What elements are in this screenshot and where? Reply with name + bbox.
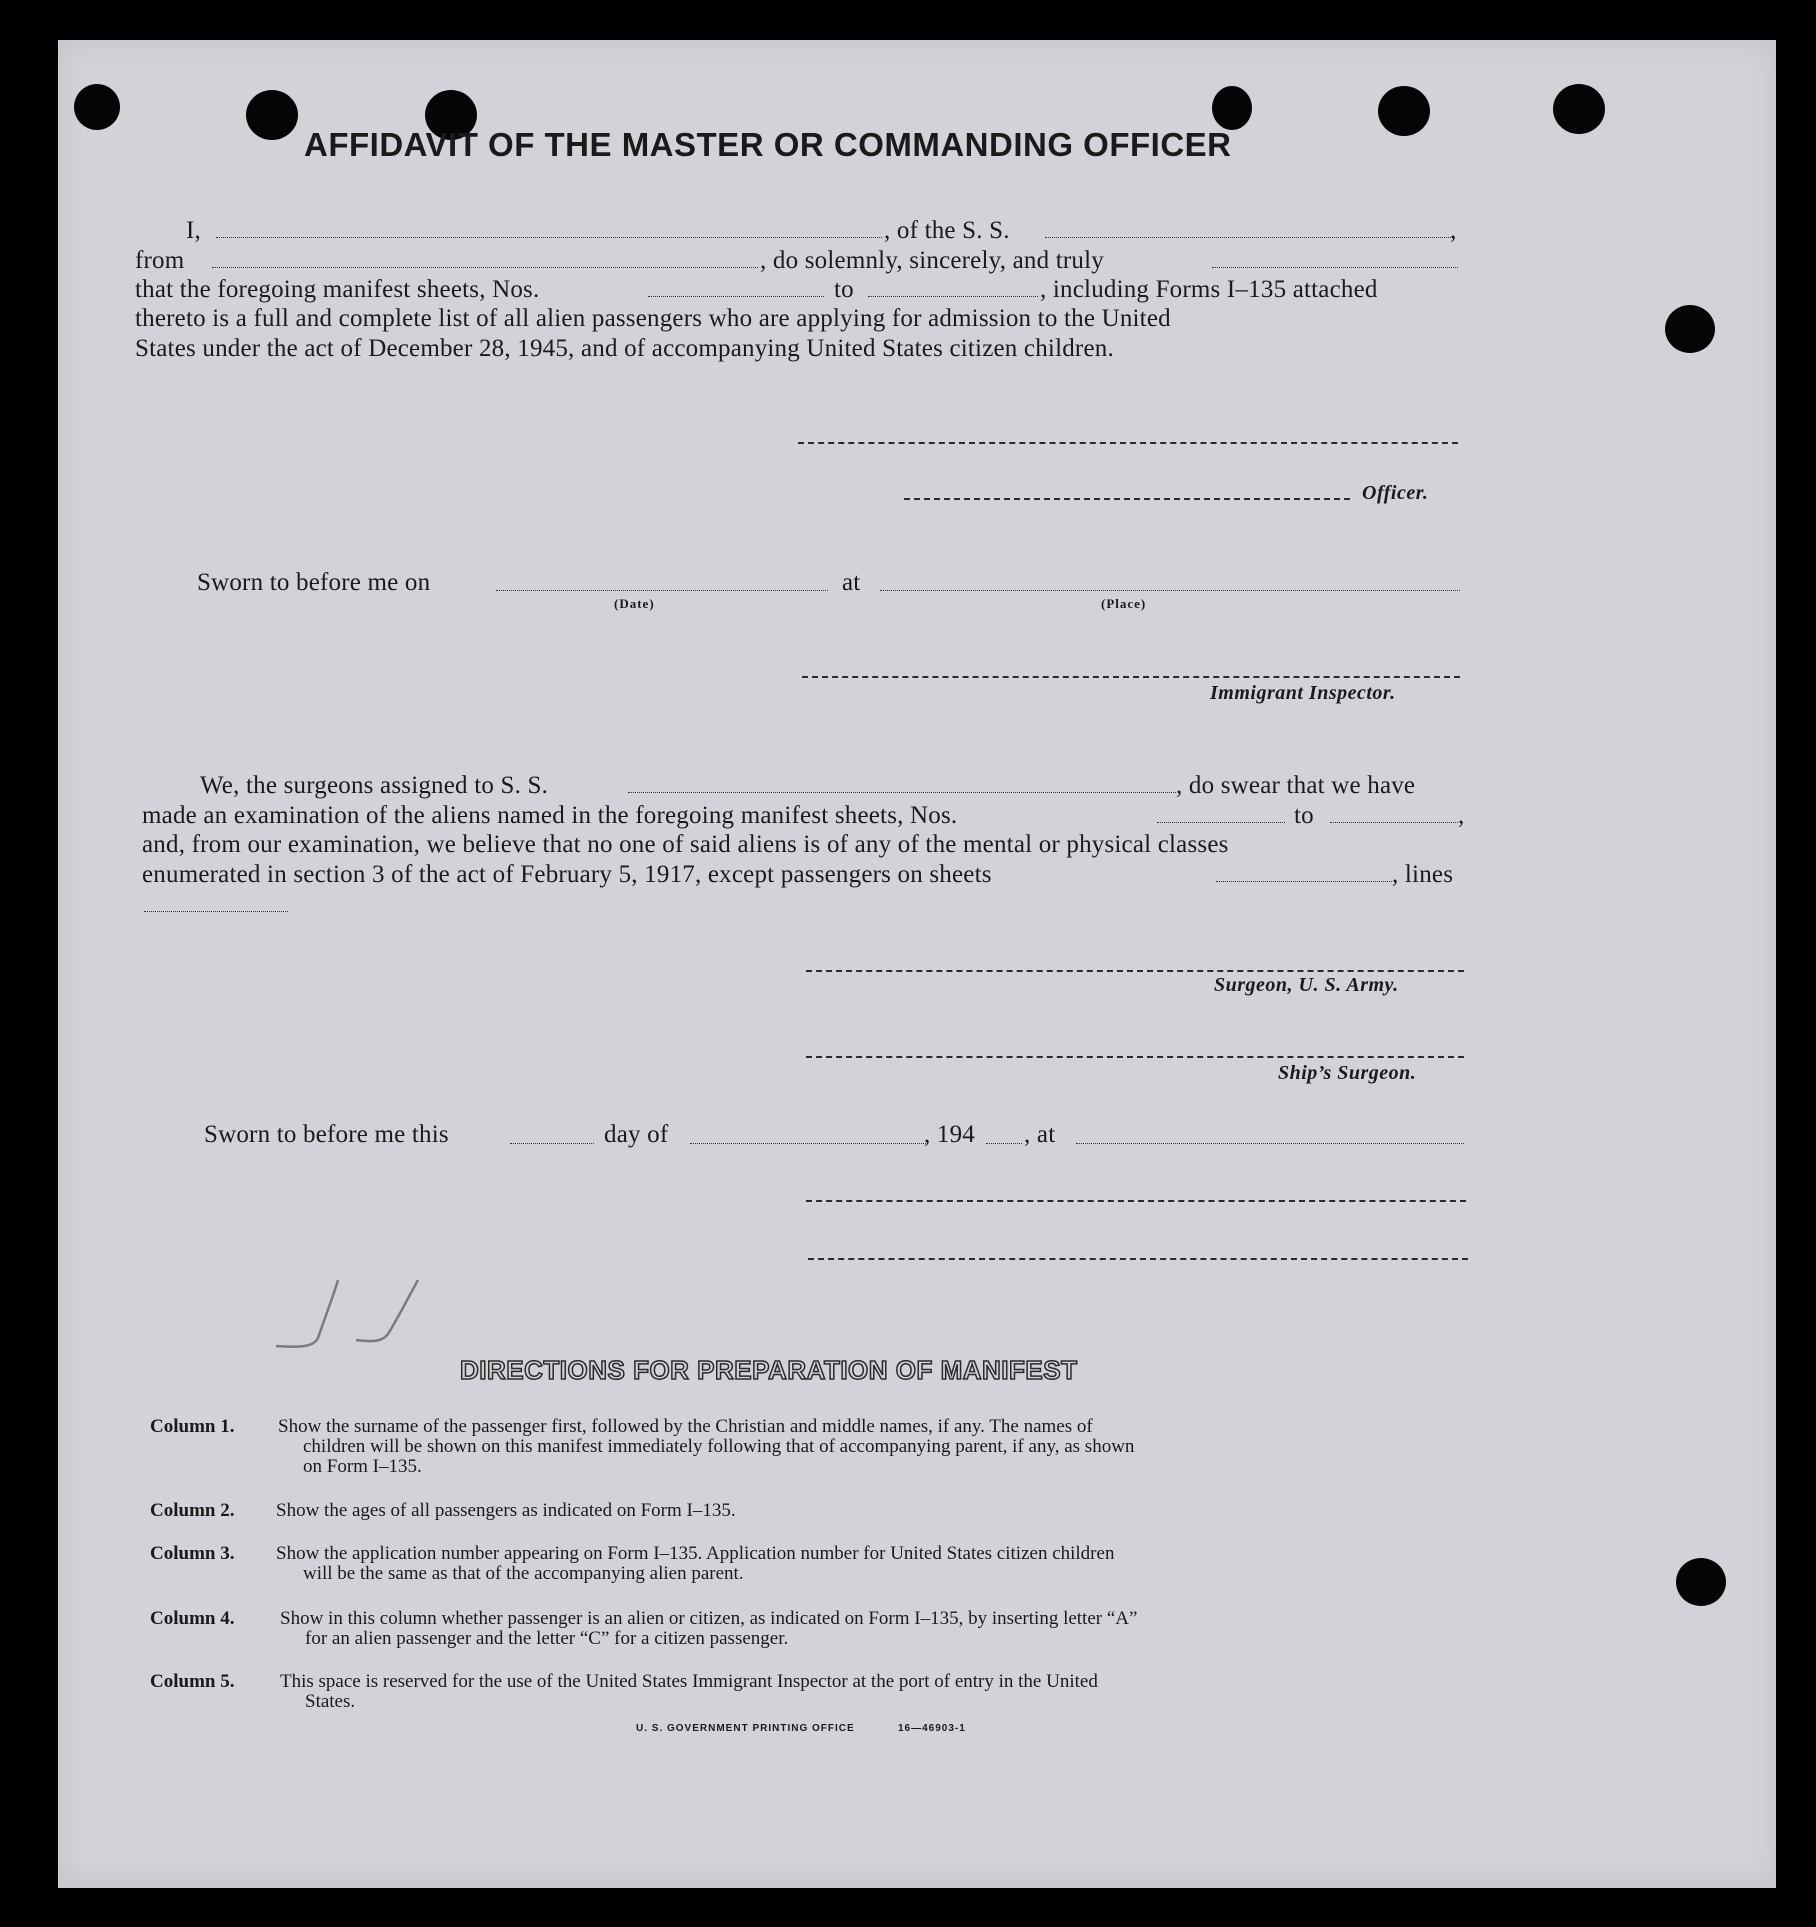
handwritten-marks	[266, 1276, 426, 1356]
place-caption: (Place)	[1101, 596, 1147, 611]
directions-title: DIRECTIONS FOR PREPARATION OF MANIFEST	[460, 1355, 1078, 1385]
officer-signature-line-2[interactable]	[904, 498, 1350, 500]
column-4-line2: for an alien passenger and the letter “C” for a citizen passenger.	[305, 1628, 789, 1649]
punch-hole	[1378, 86, 1430, 136]
surgeons-line1-a: We, the surgeons assigned to S. S.	[200, 772, 549, 799]
sheet-edge	[58, 1880, 1776, 1888]
surgeons-line2-a: made an examination of the aliens named in the foregoing manifest sheets, Nos.	[142, 802, 958, 829]
column-5-line1: This space is reserved for the use of the United States Immigrant Inspector at the port of entry in the United	[280, 1671, 1098, 1692]
surgeons-line2-to: to	[1294, 802, 1314, 829]
column-3-line2: will be the same as that of the accompanying alien parent.	[303, 1563, 744, 1584]
column-1-label: Column 1.	[150, 1416, 235, 1437]
affidavit-line2-swear: , do solemnly, sincerely, and truly	[760, 247, 1104, 274]
punch-hole	[1676, 1558, 1726, 1606]
surgeons-line2-end: ,	[1458, 802, 1465, 829]
column-3-label: Column 3.	[150, 1543, 235, 1564]
punch-hole	[74, 84, 120, 130]
column-1-line1: Show the surname of the passenger first, followed by the Christian and middle names, if any. The names of	[278, 1416, 1093, 1437]
surgeons-sheet-from-field[interactable]	[1157, 822, 1285, 823]
name-field[interactable]	[216, 237, 882, 238]
surgeons-line3: and, from our examination, we believe that no one of said aliens is of any of the mental or physical classes	[142, 831, 1229, 858]
affidavit-line4: thereto is a full and complete list of all alien passengers who are applying for admission to the United	[135, 305, 1171, 332]
surgeons-ship-field[interactable]	[628, 792, 1176, 793]
date-caption: (Date)	[614, 596, 655, 611]
sworn2-day-field[interactable]	[510, 1143, 594, 1144]
printing-office: U. S. GOVERNMENT PRINTING OFFICE	[636, 1723, 855, 1734]
sworn2-at: , at	[1024, 1121, 1056, 1148]
affidavit-line1-end: ,	[1450, 217, 1457, 244]
ship-name-field[interactable]	[1045, 237, 1455, 238]
army-surgeon-label: Surgeon, U. S. Army.	[1214, 974, 1399, 996]
affidavit-line5: States under the act of December 28, 1945, and of accompanying United States citizen children.	[135, 335, 1114, 362]
sworn2-year-field[interactable]	[986, 1143, 1022, 1144]
affidavit-line3-a: that the foregoing manifest sheets, Nos.	[135, 276, 540, 303]
affidavit-line3-b: , including Forms I–135 attached	[1040, 276, 1378, 303]
punch-hole	[1212, 86, 1252, 130]
affidavit-line1-i: I,	[186, 217, 201, 244]
surgeons-line1-b: , do swear that we have	[1176, 772, 1416, 799]
sworn2-signature-line-1[interactable]	[806, 1200, 1466, 1202]
affidavit-title: AFFIDAVIT OF THE MASTER OR COMMANDING OFFICER	[304, 126, 1232, 163]
sworn-at: at	[842, 569, 861, 596]
surgeons-sheet-to-field[interactable]	[1330, 822, 1458, 823]
form-code: 16—46903-1	[898, 1723, 966, 1734]
sworn2-place-field[interactable]	[1076, 1143, 1464, 1144]
column-3-line1: Show the application number appearing on Form I–135. Application number for United States citizen children	[276, 1543, 1115, 1564]
oath-field[interactable]	[1212, 267, 1458, 268]
column-1-line3: on Form I–135.	[303, 1456, 422, 1477]
sworn2-month-field[interactable]	[690, 1143, 926, 1144]
sworn-text: Sworn to before me on	[197, 569, 431, 596]
sworn-date-field[interactable]	[496, 590, 828, 591]
sworn2-text: Sworn to before me this	[204, 1121, 449, 1148]
from-port-field[interactable]	[212, 267, 758, 268]
column-2-line1: Show the ages of all passengers as indicated on Form I–135.	[276, 1500, 736, 1521]
sheet-to-field[interactable]	[868, 296, 1038, 297]
column-4-line1: Show in this column whether passenger is an alien or citizen, as indicated on Form I–135, by inserting letter “A”	[280, 1608, 1138, 1629]
sheet-from-field[interactable]	[648, 296, 824, 297]
sworn2-day-of: day of	[604, 1121, 669, 1148]
column-5-line2: States.	[305, 1691, 356, 1712]
sworn-place-field[interactable]	[880, 590, 1460, 591]
army-surgeon-signature-line[interactable]	[806, 970, 1464, 972]
surgeons-line4-a: enumerated in section 3 of the act of February 5, 1917, except passengers on sheets	[142, 861, 992, 888]
inspector-label: Immigrant Inspector.	[1210, 682, 1396, 704]
column-5-label: Column 5.	[150, 1671, 235, 1692]
affidavit-line1-of-ss: , of the S. S.	[884, 217, 1010, 244]
surgeons-line4-b: , lines	[1392, 861, 1454, 888]
lines-field[interactable]	[144, 911, 288, 912]
column-4-label: Column 4.	[150, 1608, 235, 1629]
punch-hole	[246, 90, 298, 140]
sworn2-year: , 194	[924, 1121, 975, 1148]
ship-surgeon-signature-line[interactable]	[806, 1056, 1464, 1058]
ship-surgeon-label: Ship’s Surgeon.	[1278, 1062, 1417, 1084]
affidavit-line2-from: from	[135, 247, 185, 274]
except-sheets-field[interactable]	[1216, 881, 1392, 882]
column-2-label: Column 2.	[150, 1500, 235, 1521]
sworn2-signature-line-2[interactable]	[808, 1258, 1468, 1260]
column-1-line2: children will be shown on this manifest immediately following that of accompanying parent, if any, as shown	[303, 1436, 1135, 1457]
officer-label: Officer.	[1362, 482, 1429, 504]
punch-hole	[1553, 84, 1605, 134]
punch-hole	[1665, 305, 1715, 353]
inspector-signature-line[interactable]	[802, 676, 1460, 678]
affidavit-line3-to: to	[834, 276, 854, 303]
officer-signature-line[interactable]	[798, 442, 1458, 444]
